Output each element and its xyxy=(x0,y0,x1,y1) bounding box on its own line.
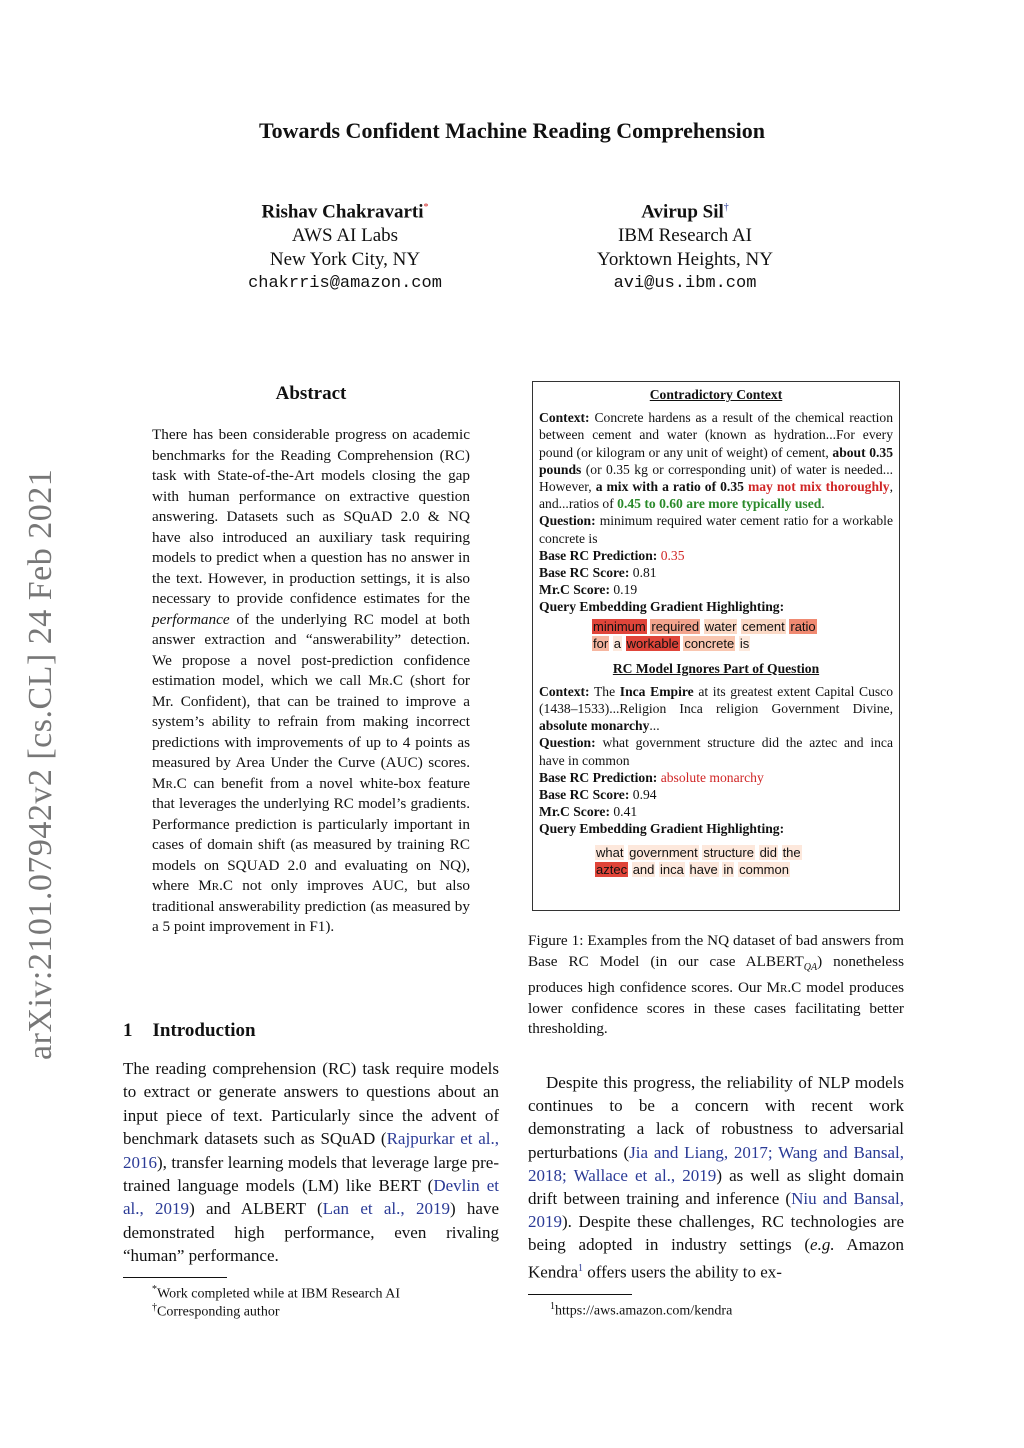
highlighted-token: what xyxy=(596,844,624,860)
example-mrc-score: Mr.C Score: 0.41 xyxy=(539,804,638,820)
example-context: Context: The Inca Empire at its greatest extent Capital Cusco (1438–1533)...Religion Inca religion Government Divine, absolute monarchy... xyxy=(539,683,893,734)
abstract-text: There has been considerable progress on academic benchmarks for the Reading Comprehension (RC) task with State-of-the-Art models closing the gap with human performance on extractive question answering. Datasets such as SQuAD 2.0 & NQ have also introduced an auxiliary task requiring models to predict when a question has no answer in the text. However, in production settings, it is also necessary to provide confidence estimates for the performance of the underlying RC model at both answer extraction and “answerability” detection. We propose a novel post-prediction confidence estimation model, which we call Mr.C (short for Mr. Confident), that can be trained to improve a system’s ability to refrain from making incorrect predictions with improvements of up to 4 points as measured by Area Under the Curve (AUC) scores. Mr.C can benefit from a novel white-box feature that leverages the underlying RC model’s gradients. Performance prediction is particularly important in cases of domain shift (as measured by training RC models on SQUAD 2.0 and evaluating on NQ), where Mr.C not only improves AUC, but also traditional answerability prediction (as measured by a 5 point improvement in F1). xyxy=(152,426,471,935)
highlighted-token: inca xyxy=(660,861,684,877)
example-context: Context: Concrete hardens as a result of the chemical reaction between cement and water (known as hydration...For every pound (or kilogram or any unit of weight) of cement, about 0.35 pounds (or 0.35 kg or corresponding unit) of water is needed... However, a mix with a ratio of 0.35 may not mix thoroughly, and...ratios of 0.45 to 0.60 are more typically used. xyxy=(539,410,894,512)
footnote-marker[interactable]: 1 xyxy=(578,1262,584,1274)
arxiv-stamp: arXiv:2101.07942v2 [cs.CL] 24 Feb 2021 xyxy=(22,468,59,1060)
example-question: Question: what government structure did the aztec and inca have in common xyxy=(539,735,893,768)
token-line xyxy=(592,635,893,652)
highlighted-token: have xyxy=(689,861,718,877)
introduction-text: The reading comprehension (RC) task require models to extract or generate answers to questions about an input piece of text. Particularly since the advent of benchmark datasets such as SQuAD (Rajpurkar et al., 2016), transfer learning models that leverage large pre-trained language models (LM) like BERT (Devlin et al., 2019) and ALBERT (Lan et al., 2019) have demonstrated high performance, even rivaling “human” performance. xyxy=(123,1059,499,1266)
highlighted-token: in xyxy=(723,861,734,877)
author-name: Rishav Chakravarti xyxy=(261,201,424,223)
citation-link[interactable]: Devlin et al., 2019 xyxy=(123,1176,499,1219)
author-affiliation: IBM Research AI xyxy=(617,225,753,247)
gradient-heading: Query Embedding Gradient Highlighting: xyxy=(539,599,785,615)
citation-link[interactable]: Lan et al., 2019 xyxy=(322,1199,450,1219)
highlighted-token: required xyxy=(651,618,700,634)
highlighted-token: structure xyxy=(703,844,754,860)
gradient-highlighting xyxy=(539,844,893,878)
figure-caption: Figure 1: Examples from the NQ dataset of bad answers from Base RC Model (in our case $ALBERT_{QA}$) nonetheless produces high confidence scores. Our Mr.C model produces lower confidence scores in these cases facilitating better thresholding. xyxy=(528,932,905,1038)
author-mark: † xyxy=(723,202,729,213)
citation-link[interactable]: Rajpurkar et al., 2016 xyxy=(123,1129,499,1172)
highlighted-token: and xyxy=(632,861,655,877)
author-block-2 xyxy=(535,196,835,296)
highlighted-token: aztec xyxy=(596,861,628,877)
example-mrc-score: Mr.C Score: 0.19 xyxy=(539,582,638,598)
highlighted-token: ratio xyxy=(790,618,816,634)
paper-title: Towards Confident Machine Reading Comprehension xyxy=(258,118,766,143)
example-prediction: Base RC Prediction: absolute monarchy xyxy=(539,769,764,785)
author-block-1 xyxy=(195,196,495,296)
highlighted-token: a xyxy=(613,635,622,651)
highlighted-token: government xyxy=(629,844,698,860)
highlighted-token: the xyxy=(782,844,801,860)
right-column-text: Despite this progress, the reliability of NLP models continues to be a concern with recent work demonstrating a lack of robustness to adversarial perturbations (Jia and Liang, 2017; Wang and Bansal, 2018; Wallace et al., 2019) as well as slight domain drift between training and inference (Niu and Bansal, 2019). Despite these challenges, RC technologies are being adopted in industry settings (e.g. Amazon Kendra$^1$ offers users the ability to ex- xyxy=(528,1073,905,1282)
highlighted-token: common xyxy=(739,861,789,877)
author-location: New York City, NY xyxy=(269,249,421,271)
citation-link[interactable]: Wang and Bansal, 2018 xyxy=(528,1142,904,1185)
footnote: $^1$https://aws.amazon.com/kendra xyxy=(550,1301,733,1319)
author-email: chakrris@amazon.com xyxy=(248,274,442,294)
example-base-score: Base RC Score: 0.94 xyxy=(539,787,657,803)
citation-link[interactable]: Wallace et al., 2019 xyxy=(573,1165,717,1185)
token-line xyxy=(592,618,893,635)
highlighted-token: for xyxy=(593,635,609,651)
footnote-rule xyxy=(123,1277,227,1278)
section-heading-introduction: 1 Introduction xyxy=(123,1020,256,1041)
citation-link[interactable]: Jia and Liang, 2017 xyxy=(629,1142,768,1162)
figure-subheading: RC Model Ignores Part of Question xyxy=(612,660,820,676)
highlighted-token: is xyxy=(739,635,750,651)
figure-1-box xyxy=(532,381,900,911)
highlighted-token: cement xyxy=(742,618,785,634)
highlighted-token: workable xyxy=(626,635,679,651)
abstract-heading: Abstract xyxy=(275,383,347,404)
highlighted-token: minimum xyxy=(593,618,646,634)
author-affiliation: AWS AI Labs xyxy=(291,225,399,247)
example-base-score: Base RC Score: 0.81 xyxy=(539,565,657,581)
citation-link[interactable]: Niu and Bansal, 2019 xyxy=(528,1189,904,1232)
token-line xyxy=(595,844,893,861)
footnote: †Corresponding author xyxy=(152,1302,280,1320)
gradient-highlighting xyxy=(539,618,893,652)
author-location: Yorktown Heights, NY xyxy=(597,249,773,271)
author-name: Avirup Sil xyxy=(641,201,724,223)
author-email: avi@us.ibm.com xyxy=(613,274,757,294)
highlighted-token: water xyxy=(704,618,737,634)
highlighted-token: did xyxy=(759,844,777,860)
gradient-heading: Query Embedding Gradient Highlighting: xyxy=(539,821,785,837)
token-line xyxy=(595,861,893,878)
example-prediction: Base RC Prediction: 0.35 xyxy=(539,547,685,563)
author-mark: * xyxy=(423,202,429,213)
footnote: *Work completed while at IBM Research AI xyxy=(152,1284,401,1302)
example-question: Question: minimum required water cement ratio for a workable concrete is xyxy=(539,513,893,546)
figure-subheading: Contradictory Context xyxy=(649,387,783,402)
highlighted-token: concrete xyxy=(684,635,735,651)
footnote-rule xyxy=(528,1294,632,1295)
